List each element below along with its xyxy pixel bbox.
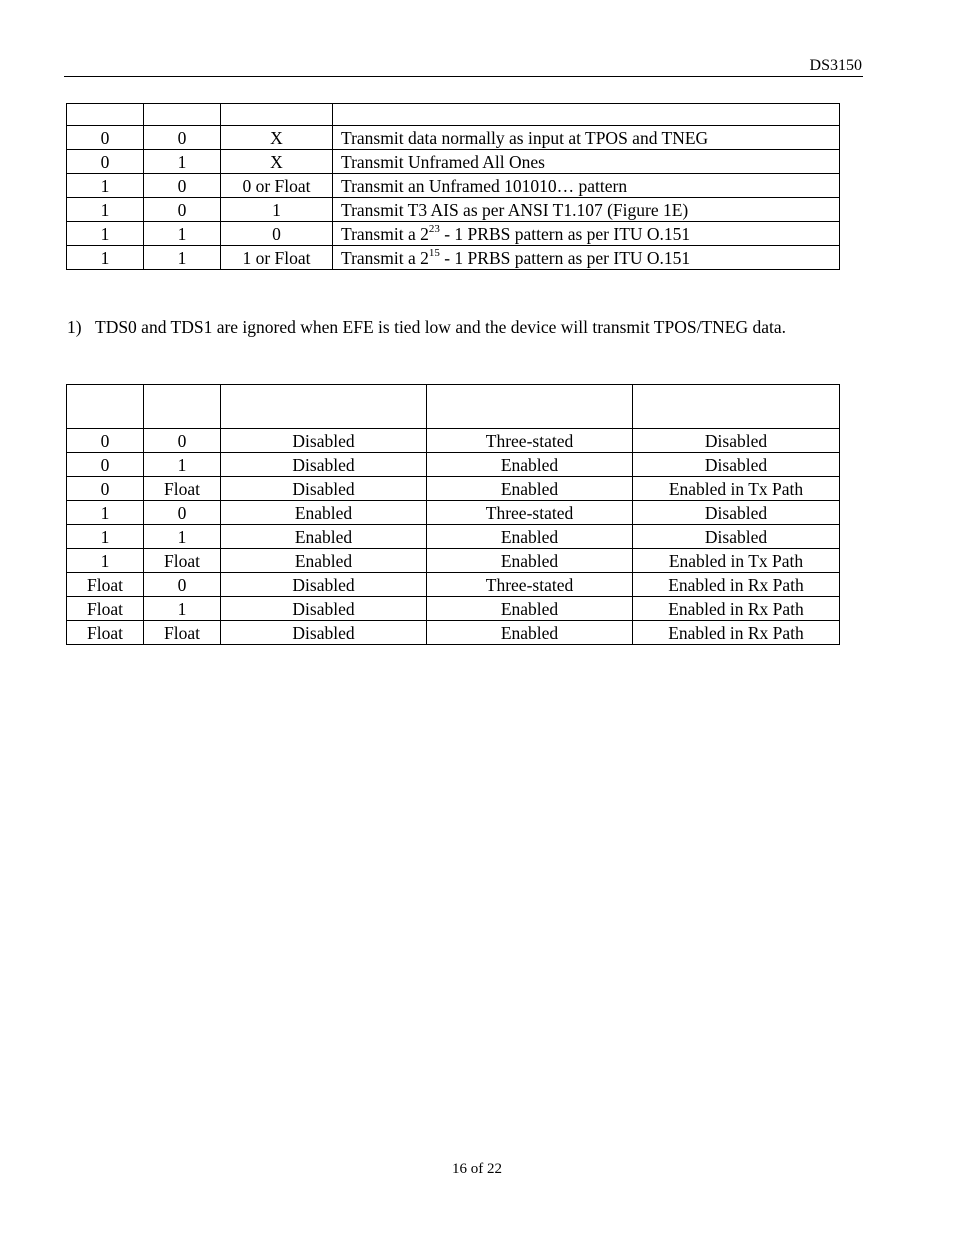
- table-row: [67, 222, 840, 246]
- table-cell: 0: [144, 573, 221, 597]
- prbs-text-prefix: Transmit a 2: [341, 247, 429, 268]
- table-cell: X: [221, 150, 333, 174]
- table-cell: 0: [67, 150, 144, 174]
- document-id: DS3150: [809, 57, 862, 74]
- header-rule: [64, 76, 863, 77]
- table-cell: Disabled: [221, 573, 427, 597]
- table-cell: Enabled: [427, 621, 633, 645]
- table-cell: Disabled: [633, 453, 840, 477]
- table-row: [67, 621, 840, 645]
- table-cell: Three-stated: [427, 573, 633, 597]
- table-cell: 1: [144, 597, 221, 621]
- table-cell: Transmit an Unframed 101010… pattern: [333, 174, 840, 198]
- table-row: [67, 150, 840, 174]
- table-cell: 1: [144, 453, 221, 477]
- table-cell: Enabled in Rx Path: [633, 597, 840, 621]
- table-header-row: [67, 104, 840, 126]
- table-row: [67, 453, 840, 477]
- table-cell: Enabled: [427, 525, 633, 549]
- table-cell: 1: [144, 525, 221, 549]
- table-cell: Transmit data normally as input at TPOS and TNEG: [333, 126, 840, 150]
- table-cell: Three-stated: [427, 501, 633, 525]
- table-cell: 1: [67, 246, 144, 270]
- table-cell: 0: [67, 477, 144, 501]
- table-cell: Disabled: [221, 621, 427, 645]
- table-cell: Disabled: [221, 429, 427, 453]
- table-cell: 1: [67, 198, 144, 222]
- header-cell: [221, 385, 427, 429]
- table-cell: Enabled in Rx Path: [633, 573, 840, 597]
- table-row: [67, 246, 840, 270]
- table-cell: Float: [67, 597, 144, 621]
- table-row: [67, 525, 840, 549]
- header-cell: [633, 385, 840, 429]
- table-cell: Float: [144, 477, 221, 501]
- table-cell: Disabled: [633, 429, 840, 453]
- header-cell: [333, 104, 840, 126]
- header-cell: [67, 385, 144, 429]
- table-cell: 1 or Float: [221, 246, 333, 270]
- table-cell: Enabled: [427, 597, 633, 621]
- table-cell: [333, 246, 840, 270]
- mode-select-table: [66, 384, 840, 645]
- table-cell: Enabled: [427, 549, 633, 573]
- prbs-exponent: 15: [428, 246, 440, 259]
- table-cell: Enabled: [221, 549, 427, 573]
- page-number: 16 of 22: [452, 1161, 502, 1177]
- table-cell: 1: [144, 222, 221, 246]
- table-cell: 0: [67, 126, 144, 150]
- table-cell: Disabled: [221, 477, 427, 501]
- table-row: [67, 126, 840, 150]
- table-row: [67, 573, 840, 597]
- transmit-data-select-table: [66, 103, 840, 270]
- table-row: [67, 429, 840, 453]
- table-cell: Enabled: [427, 477, 633, 501]
- table-cell: 1: [144, 150, 221, 174]
- table-row: [67, 174, 840, 198]
- header-cell: [427, 385, 633, 429]
- table-cell: 1: [67, 174, 144, 198]
- table-cell: Float: [67, 573, 144, 597]
- table-cell: Transmit Unframed All Ones: [333, 150, 840, 174]
- prbs-text-prefix: Transmit a 2: [341, 223, 429, 244]
- table-cell: 0: [144, 501, 221, 525]
- table-cell: 1: [67, 525, 144, 549]
- header-cell: [67, 104, 144, 126]
- prbs-text-suffix: - 1 PRBS pattern as per ITU O.151: [439, 223, 691, 244]
- table-cell: 1: [67, 549, 144, 573]
- table-cell: Float: [67, 621, 144, 645]
- table-cell: Disabled: [221, 453, 427, 477]
- table-cell: 1: [221, 198, 333, 222]
- table-cell: Disabled: [221, 597, 427, 621]
- table-cell: 0: [144, 174, 221, 198]
- header-cell: [144, 104, 221, 126]
- note-text: TDS0 and TDS1 are ignored when EFE is tied low and the device will transmit TPOS/TNEG data.: [95, 317, 786, 337]
- header-cell: [144, 385, 221, 429]
- table-cell: Enabled in Rx Path: [633, 621, 840, 645]
- table-cell: 1: [144, 246, 221, 270]
- table-row: [67, 477, 840, 501]
- table-note: [67, 316, 867, 338]
- table-cell: Float: [144, 549, 221, 573]
- table-cell: 0: [144, 198, 221, 222]
- table-cell: 0: [144, 126, 221, 150]
- table-row: [67, 597, 840, 621]
- table-cell: Enabled in Tx Path: [633, 477, 840, 501]
- table-cell: 1: [67, 222, 144, 246]
- table-row: [67, 501, 840, 525]
- table-header-row: [67, 385, 840, 429]
- header-cell: [221, 104, 333, 126]
- table-cell: 0: [67, 429, 144, 453]
- prbs-exponent: 23: [428, 222, 440, 235]
- table-cell: Enabled: [427, 453, 633, 477]
- table-row: [67, 198, 840, 222]
- table-cell: 0: [144, 429, 221, 453]
- table-cell: 0: [221, 222, 333, 246]
- table-row: [67, 549, 840, 573]
- table-cell: X: [221, 126, 333, 150]
- note-number: 1): [67, 317, 82, 337]
- table-cell: Transmit T3 AIS as per ANSI T1.107 (Figure 1E): [333, 198, 840, 222]
- table-cell: Disabled: [633, 501, 840, 525]
- table-cell: Disabled: [633, 525, 840, 549]
- table-cell: [333, 222, 840, 246]
- table-cell: Enabled: [221, 501, 427, 525]
- table-cell: Enabled in Tx Path: [633, 549, 840, 573]
- table-cell: Three-stated: [427, 429, 633, 453]
- table-cell: 0 or Float: [221, 174, 333, 198]
- table-cell: Float: [144, 621, 221, 645]
- table-cell: Enabled: [221, 525, 427, 549]
- table-cell: 1: [67, 501, 144, 525]
- table-cell: 0: [67, 453, 144, 477]
- prbs-text-suffix: - 1 PRBS pattern as per ITU O.151: [439, 247, 691, 268]
